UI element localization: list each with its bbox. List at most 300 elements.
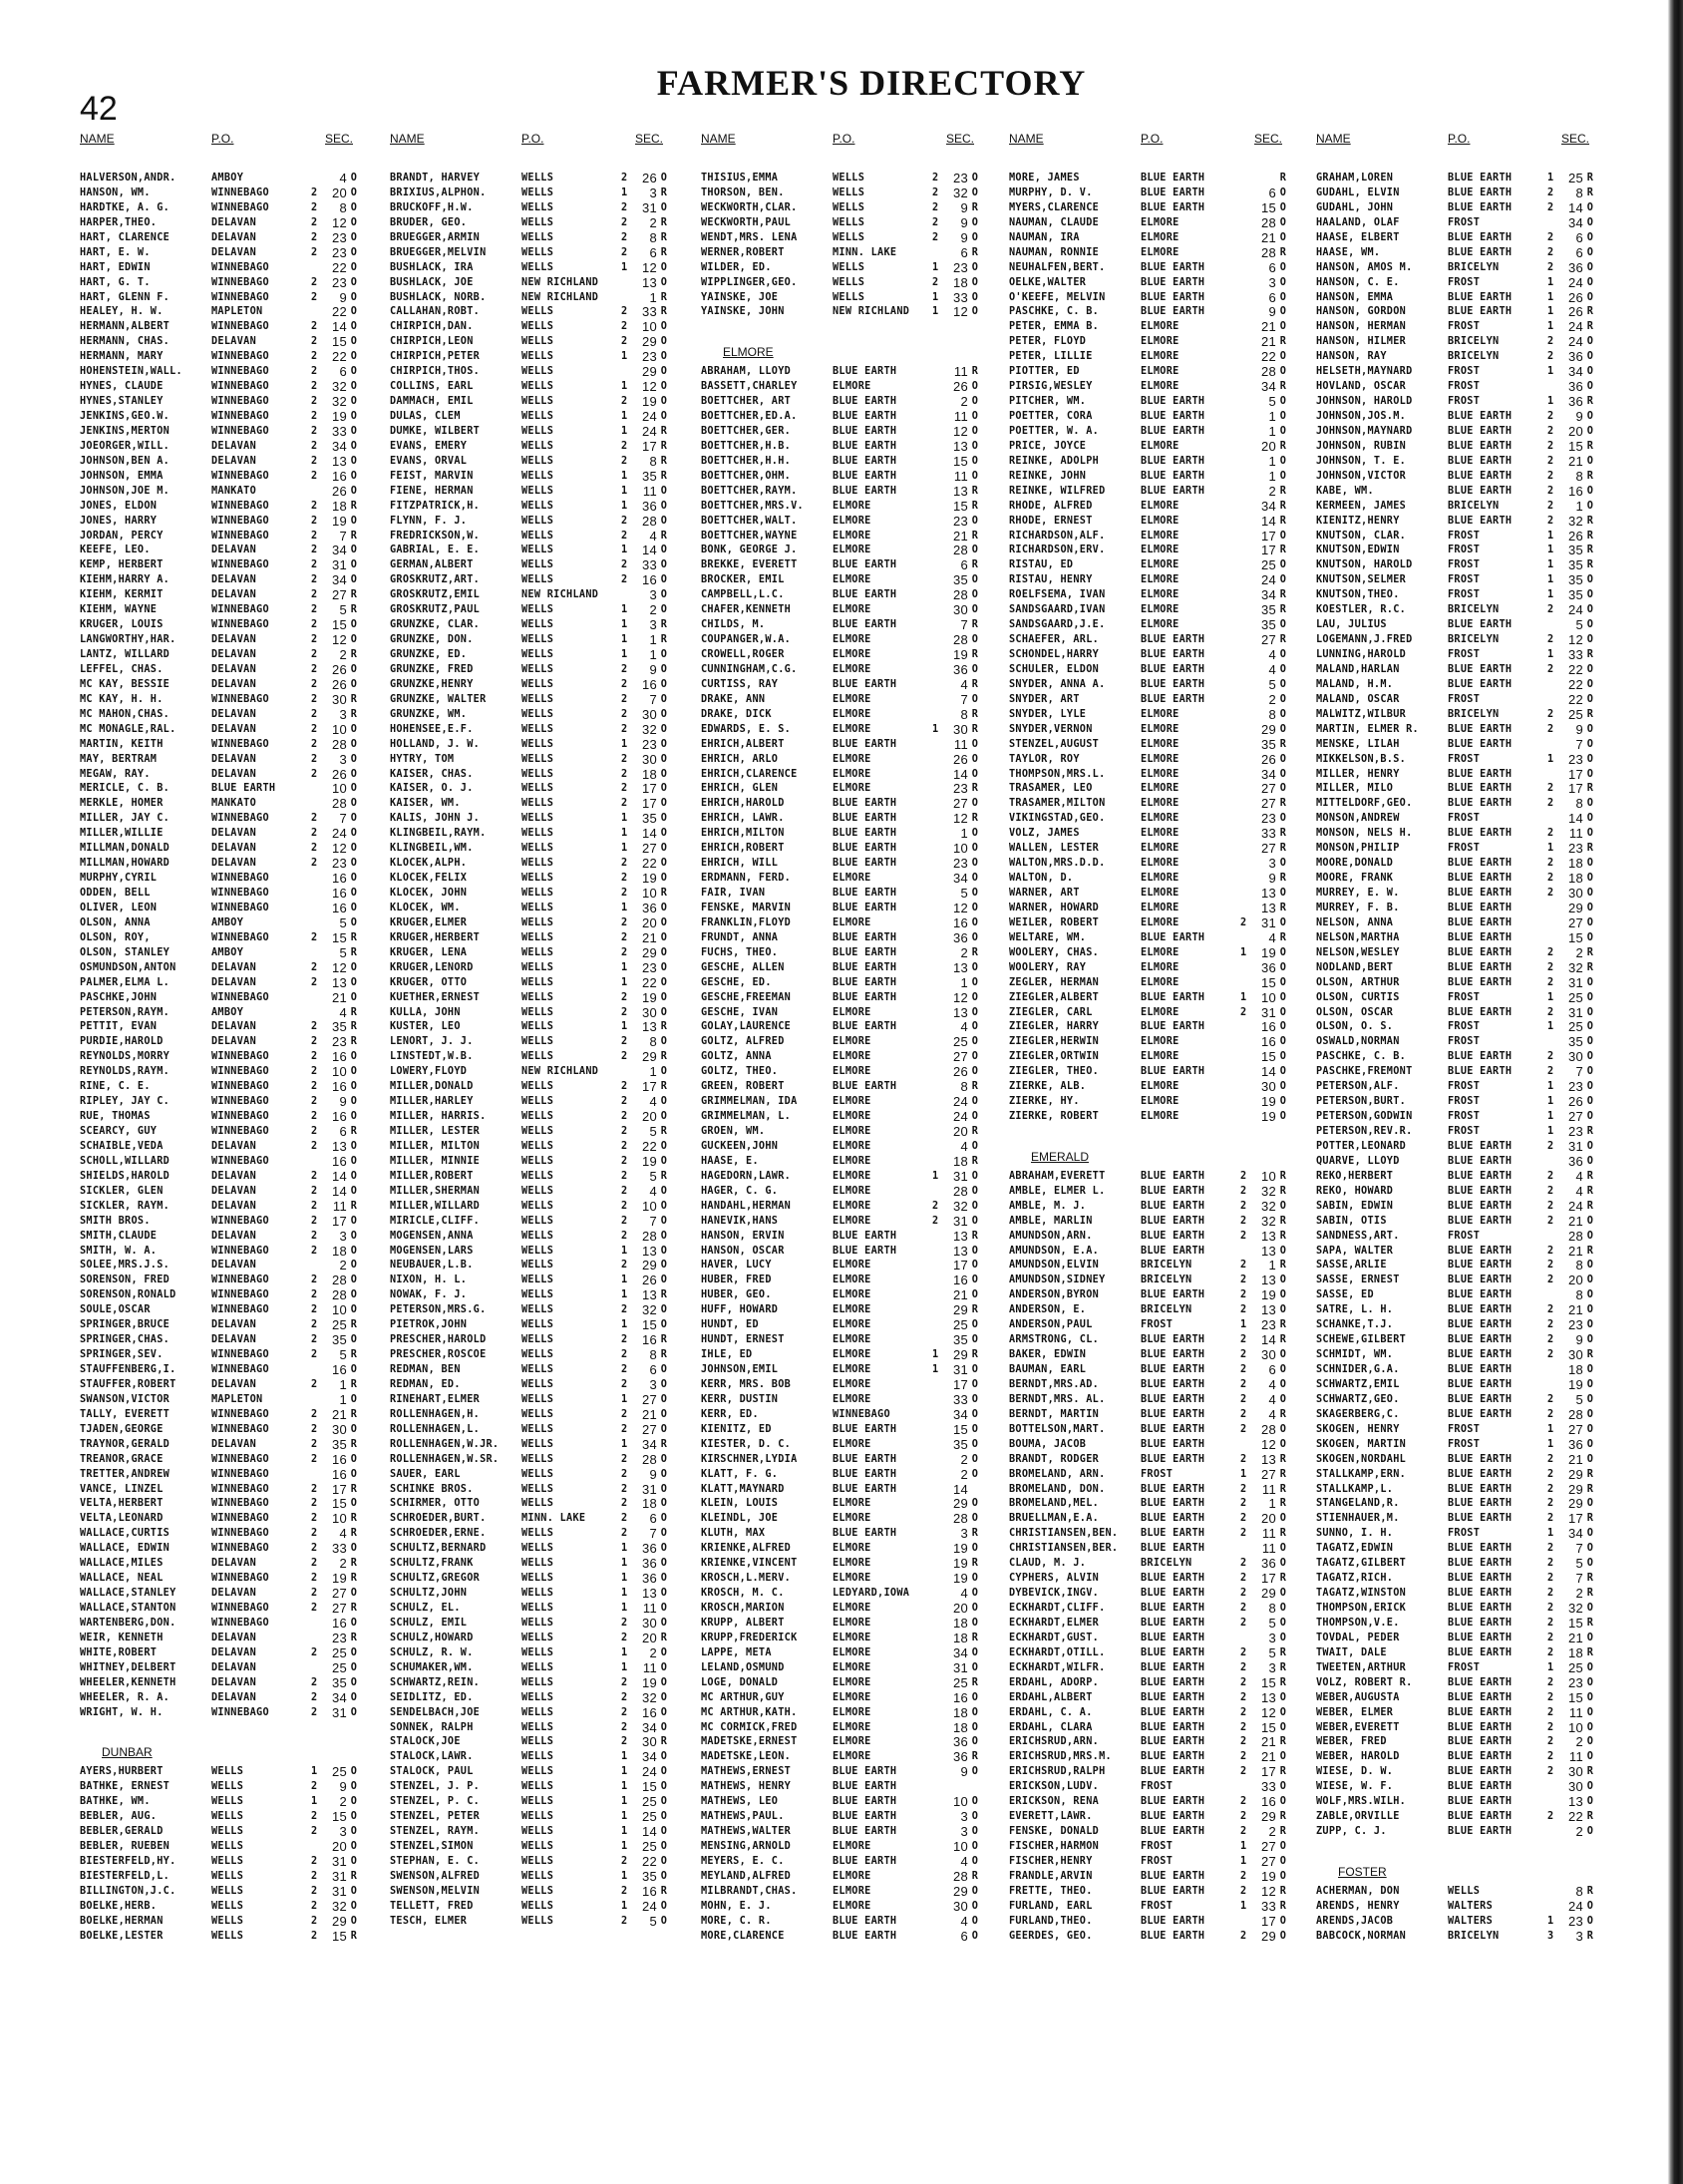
- directory-entry: [1316, 1215, 1597, 1230]
- entry-name: HANEVIK,HANS: [701, 1215, 779, 1227]
- entry-section: 12: [1260, 1883, 1276, 1899]
- entry-owner-code: O: [660, 931, 668, 943]
- entry-post-office: ELMORE: [833, 708, 871, 720]
- entry-name: MILLMAN,DONALD: [80, 843, 170, 855]
- entry-township: 1: [621, 1766, 628, 1778]
- township-heading: EMERALD: [1031, 1149, 1090, 1164]
- entry-township: [311, 1155, 325, 1170]
- entry-name: HOVLAND, OSCAR: [1316, 381, 1407, 393]
- entry-name: NELSON, ANNA: [1316, 916, 1394, 928]
- entry-name: SEIDLITZ, ED.: [390, 1691, 474, 1703]
- entry-name: HUBER, FRED: [701, 1274, 772, 1286]
- entry-name: AMUNDSON,ARN.: [1009, 1230, 1093, 1242]
- entry-section: 1: [1268, 1496, 1276, 1512]
- entry-section: 7: [1575, 1571, 1583, 1587]
- entry-name: KNUTSON, CLAR.: [1316, 530, 1407, 542]
- entry-township: [932, 1587, 946, 1602]
- directory-entry: [80, 1259, 361, 1274]
- entry-post-office: WINNEBAGO: [211, 1096, 269, 1108]
- directory-entry: [80, 410, 361, 425]
- entry-township: 2: [1547, 470, 1554, 482]
- entry-name: MAY, BERTRAM: [80, 753, 158, 765]
- directory-entry: [390, 1095, 671, 1110]
- entry-name: GEERDES, GEO.: [1009, 1930, 1093, 1942]
- entry-post-office: BLUE EARTH: [1141, 1423, 1205, 1435]
- entry-township: 1: [1547, 1096, 1554, 1108]
- directory-column: [701, 132, 982, 1945]
- entry-owner-code: O: [1586, 1603, 1594, 1614]
- directory-entry: [390, 1035, 671, 1050]
- entry-owner-code: O: [660, 723, 668, 735]
- entry-post-office: BLUE EARTH: [1448, 946, 1513, 958]
- entry-section: 35: [1567, 557, 1583, 573]
- entry-section: 23: [952, 781, 968, 797]
- directory-entry: [80, 1200, 361, 1215]
- entry-section: 35: [331, 1019, 347, 1035]
- entry-township: 2: [621, 336, 628, 348]
- entry-township: [311, 485, 325, 500]
- entry-owner-code: R: [1279, 1453, 1287, 1465]
- entry-township: 2: [1547, 1558, 1554, 1570]
- entry-section: 19: [1260, 944, 1276, 960]
- entry-name: KRUGER,LENORD: [390, 961, 474, 973]
- entry-name: KNUTSON,SELMER: [1316, 574, 1407, 586]
- directory-entry: [1316, 1617, 1597, 1632]
- directory-entry: [1009, 216, 1290, 231]
- entry-name: JOHNSON,JOS.M.: [1316, 411, 1407, 422]
- directory-entry: [1316, 470, 1597, 485]
- entry-township: [932, 1617, 946, 1632]
- entry-township: [1240, 678, 1254, 693]
- entry-post-office: WELLS: [521, 381, 554, 393]
- entry-township: 2: [311, 843, 318, 855]
- entry-post-office: WELLS: [521, 1528, 554, 1540]
- directory-entry: [1316, 902, 1597, 916]
- entry-post-office: FROST: [1448, 1438, 1481, 1450]
- entry-owner-code: O: [1279, 425, 1287, 437]
- entry-name: NEUBAUER,L.B.: [390, 1260, 474, 1272]
- entry-section: 2: [960, 1451, 968, 1467]
- directory-entry: [1009, 573, 1290, 588]
- entry-township: 2: [1240, 1588, 1247, 1600]
- entry-post-office: FROST: [1448, 753, 1481, 765]
- directory-entry: [701, 291, 982, 306]
- directory-entry: [701, 1303, 982, 1318]
- entry-township: [1240, 633, 1254, 648]
- entry-post-office: WELLS: [521, 768, 554, 780]
- entry-township: 2: [311, 1170, 318, 1182]
- entry-owner-code: O: [1586, 500, 1594, 512]
- entry-owner-code: O: [971, 843, 979, 855]
- entry-section: 9: [339, 1779, 347, 1795]
- spacer: [1316, 1840, 1597, 1855]
- entry-name: GRUNZKE, WM.: [390, 708, 468, 720]
- column-header: [1316, 132, 1597, 172]
- entry-name: PURDIE,HAROLD: [80, 1036, 164, 1048]
- entry-township: 2: [1240, 1304, 1247, 1316]
- entry-owner-code: R: [350, 693, 358, 705]
- entry-township: [932, 1721, 946, 1736]
- entry-township: 2: [1547, 1632, 1554, 1643]
- entry-name: HEALEY, H. W.: [80, 306, 164, 318]
- entry-name: PETER, EMMA B.: [1009, 321, 1100, 333]
- entry-owner-code: O: [971, 440, 979, 452]
- entry-name: BROCKER, EMIL: [701, 574, 785, 586]
- entry-township: 2: [1240, 1483, 1247, 1495]
- directory-entry: [390, 1259, 671, 1274]
- entry-post-office: WINNEBAGO: [211, 738, 269, 750]
- entry-township: 2: [621, 231, 628, 243]
- entry-section: 18: [641, 1496, 657, 1512]
- entry-owner-code: R: [1586, 1126, 1594, 1137]
- entry-section: 5: [649, 1168, 657, 1184]
- entry-post-office: WINNEBAGO: [211, 1498, 269, 1510]
- directory-entry: [701, 1468, 982, 1483]
- entry-section: 22: [641, 974, 657, 990]
- entry-owner-code: O: [660, 1721, 668, 1733]
- directory-entry: [701, 231, 982, 246]
- entry-post-office: WELLS: [521, 1423, 554, 1435]
- entry-township: 2: [311, 1900, 318, 1912]
- entry-township: 1: [1547, 1081, 1554, 1093]
- entry-post-office: BLUE EARTH: [1448, 411, 1513, 422]
- entry-name: MOORE,DONALD: [1316, 858, 1394, 870]
- entry-owner-code: O: [971, 1170, 979, 1182]
- entry-post-office: BLUE EARTH: [1448, 1289, 1513, 1301]
- entry-owner-code: O: [1586, 1036, 1594, 1048]
- entry-owner-code: O: [660, 1393, 668, 1405]
- entry-township: 2: [621, 1170, 628, 1182]
- directory-entry: [80, 1230, 361, 1245]
- entry-owner-code: O: [350, 783, 358, 795]
- entry-section: 35: [1567, 1034, 1583, 1050]
- entry-township: 2: [311, 1334, 318, 1346]
- entry-post-office: WINNEBAGO: [211, 1453, 269, 1465]
- entry-township: 1: [621, 351, 628, 363]
- entry-post-office: ELMORE: [1141, 1051, 1179, 1063]
- entry-owner-code: O: [350, 976, 358, 988]
- entry-owner-code: O: [1279, 1558, 1287, 1570]
- entry-section: 8: [960, 1079, 968, 1095]
- entry-name: KLINGBEIL,RAYM.: [390, 828, 487, 840]
- entry-township: 2: [1240, 1706, 1247, 1718]
- entry-owner-code: O: [1586, 1558, 1594, 1570]
- entry-name: YAINSKE, JOHN: [701, 306, 785, 318]
- entry-township: [311, 1006, 325, 1021]
- directory-entry: [1009, 276, 1290, 291]
- entry-owner-code: R: [1279, 381, 1287, 393]
- entry-post-office: WELLS: [211, 1900, 244, 1912]
- entry-owner-code: O: [1279, 1021, 1287, 1033]
- entry-name: ERICHSRUD,ARN.: [1009, 1736, 1100, 1748]
- entry-name: SMITH,CLAUDE: [80, 1230, 158, 1242]
- entry-post-office: WELLS: [521, 1603, 554, 1614]
- entry-section: 8: [649, 229, 657, 245]
- entry-owner-code: O: [660, 1140, 668, 1152]
- entry-township: 2: [621, 1185, 628, 1197]
- entry-post-office: WELLS: [521, 500, 554, 512]
- directory-entry: [80, 872, 361, 887]
- entry-section: 16: [331, 1079, 347, 1095]
- entry-section: 10: [641, 1198, 657, 1214]
- entry-township: 2: [1547, 351, 1554, 363]
- entry-township: 2: [311, 1021, 318, 1033]
- entry-name: KLEINDL, JOE: [701, 1513, 779, 1525]
- directory-entry: [701, 201, 982, 216]
- entry-name: WALLACE,CURTIS: [80, 1528, 170, 1540]
- directory-entry: [701, 455, 982, 470]
- entry-section: 21: [641, 1406, 657, 1422]
- entry-post-office: ELMORE: [833, 1841, 871, 1853]
- entry-owner-code: O: [350, 768, 358, 780]
- entry-name: MEGAW, RAY.: [80, 768, 151, 780]
- directory-entry: [701, 1333, 982, 1348]
- entry-post-office: ELMORE: [833, 1036, 871, 1048]
- directory-entry: [701, 1408, 982, 1423]
- entry-post-office: BLUE EARTH: [833, 961, 897, 973]
- entry-township: 2: [1547, 1393, 1554, 1405]
- entry-section: 13: [1260, 1228, 1276, 1244]
- entry-township: 1: [621, 1661, 628, 1673]
- entry-owner-code: O: [660, 678, 668, 690]
- entry-township: 2: [311, 1870, 318, 1882]
- entry-name: JOHNSON,JOE M.: [80, 485, 170, 497]
- entry-section: 30: [641, 1004, 657, 1020]
- entry-post-office: BLUE EARTH: [833, 931, 897, 943]
- entry-township: [932, 440, 946, 455]
- entry-name: THORSON, BEN.: [701, 186, 785, 198]
- entry-post-office: DELAVAN: [211, 1378, 257, 1390]
- entry-post-office: WINNEBAGO: [211, 500, 269, 512]
- entry-owner-code: O: [660, 500, 668, 512]
- entry-name: WALLACE, NEAL: [80, 1573, 164, 1585]
- entry-owner-code: O: [1279, 1036, 1287, 1048]
- directory-entry: [701, 1050, 982, 1065]
- entry-township: 2: [621, 858, 628, 870]
- entry-section: 36: [641, 498, 657, 514]
- entry-name: HELSETH,MAYNARD: [1316, 366, 1413, 378]
- entry-township: [1240, 693, 1254, 708]
- entry-post-office: ELMORE: [1141, 574, 1179, 586]
- entry-section: 1: [649, 289, 657, 305]
- entry-name: SCHULTZ,BERNARD: [390, 1543, 487, 1555]
- entry-post-office: WINNEBAGO: [211, 530, 269, 542]
- directory-entry: [1009, 1423, 1290, 1438]
- entry-name: CYPHERS, ALVIN: [1009, 1573, 1100, 1585]
- entry-township: 2: [621, 1260, 628, 1272]
- entry-owner-code: O: [971, 1378, 979, 1390]
- entry-section: 9: [1268, 871, 1276, 887]
- directory-entry: [390, 1245, 671, 1260]
- entry-post-office: BLUE EARTH: [1448, 1393, 1513, 1405]
- directory-entry: [1009, 500, 1290, 515]
- directory-entry: [701, 618, 982, 633]
- entry-section: 21: [1567, 1243, 1583, 1259]
- directory-entry: [80, 1557, 361, 1572]
- entry-name: LANTZ, WILLARD: [80, 649, 170, 660]
- entry-owner-code: O: [1586, 1900, 1594, 1912]
- entry-section: 6: [649, 244, 657, 260]
- entry-post-office: BLUE EARTH: [1448, 1349, 1513, 1361]
- entry-owner-code: O: [660, 1364, 668, 1375]
- directory-entry: [1009, 663, 1290, 678]
- directory-entry: [390, 1483, 671, 1498]
- entry-post-office: WELLS: [521, 1588, 554, 1600]
- entry-name: STENZEL, J. P.: [390, 1781, 481, 1793]
- directory-entry: [1009, 1930, 1290, 1945]
- directory-entry: [390, 1542, 671, 1557]
- entry-name: EHRICH, GLEN: [701, 783, 779, 795]
- directory-entry: [701, 1885, 982, 1900]
- entry-township: [1547, 1885, 1561, 1900]
- entry-section: 4: [960, 1138, 968, 1154]
- entry-township: [932, 558, 946, 573]
- entry-section: 5: [339, 944, 347, 960]
- entry-owner-code: O: [1586, 1751, 1594, 1763]
- entry-section: 7: [1575, 1541, 1583, 1557]
- entry-name: PRICE, JOYCE: [1009, 440, 1087, 452]
- entry-township: 2: [1547, 1185, 1554, 1197]
- directory-entry: [80, 380, 361, 395]
- entry-post-office: ELMORE: [833, 1006, 871, 1018]
- directory-entry: [80, 470, 361, 485]
- entry-owner-code: O: [1586, 663, 1594, 675]
- directory-entry: [1009, 857, 1290, 872]
- directory-entry: [1316, 1259, 1597, 1274]
- entry-owner-code: R: [971, 1081, 979, 1093]
- directory-entry: [1009, 380, 1290, 395]
- entry-post-office: BLUE EARTH: [1141, 306, 1205, 318]
- entry-name: VOLZ, ROBERT R.: [1316, 1676, 1413, 1688]
- entry-township: [1240, 365, 1254, 380]
- entry-owner-code: O: [971, 1915, 979, 1927]
- entry-name: THOMPSON,V.E.: [1316, 1617, 1400, 1629]
- entry-section: 21: [331, 1406, 347, 1422]
- entry-post-office: BLUE EARTH: [1448, 186, 1513, 198]
- entry-township: 2: [311, 1691, 318, 1703]
- entry-post-office: WELLS: [521, 1245, 554, 1257]
- entry-section: 28: [331, 1273, 347, 1288]
- entry-post-office: WELLS: [521, 396, 554, 408]
- entry-township: 2: [1547, 663, 1554, 675]
- entry-name: MC ARTHUR,GUY: [701, 1691, 785, 1703]
- entry-name: SWENSON,MELVIN: [390, 1885, 481, 1897]
- entry-section: 2: [1575, 1586, 1583, 1602]
- entry-name: BUSHLACK, JOE: [390, 276, 474, 288]
- entry-owner-code: O: [1586, 1423, 1594, 1435]
- header-sec: SEC.: [1254, 132, 1283, 146]
- directory-entry: [80, 172, 361, 186]
- entry-post-office: ELMORE: [833, 1498, 871, 1510]
- entry-section: 16: [1567, 483, 1583, 499]
- entry-township: 1: [1240, 1468, 1247, 1480]
- entry-post-office: BRICELYN: [1141, 1304, 1192, 1316]
- directory-entry: [80, 961, 361, 976]
- directory-entry: [1316, 768, 1597, 783]
- entry-section: 30: [1567, 1764, 1583, 1780]
- entry-owner-code: R: [1279, 1170, 1287, 1182]
- entry-township: [1240, 320, 1254, 335]
- entry-post-office: FROST: [1141, 1468, 1174, 1480]
- directory-entry: [1009, 395, 1290, 410]
- entry-section: 1: [1268, 423, 1276, 439]
- directory-entry: [80, 1542, 361, 1557]
- entry-name: KLOCEK, WM.: [390, 902, 461, 913]
- entry-township: [621, 291, 635, 306]
- entry-section: 17: [1260, 528, 1276, 544]
- entry-township: 1: [621, 1021, 628, 1033]
- entry-name: BAUMAN, EARL: [1009, 1364, 1087, 1376]
- directory-entry: [1009, 1840, 1290, 1855]
- entry-name: GRIMMELMAN, L.: [701, 1111, 792, 1123]
- entry-owner-code: O: [350, 470, 358, 482]
- entry-township: 2: [1547, 425, 1554, 437]
- entry-post-office: WELLS: [521, 1111, 554, 1123]
- entry-name: MERKLE, HOMER: [80, 798, 164, 810]
- entry-name: SCHULZ,HOWARD: [390, 1632, 474, 1643]
- entry-name: MORE, C. R.: [701, 1915, 772, 1927]
- entry-post-office: BLUE EARTH: [833, 455, 897, 467]
- entry-post-office: ELMORE: [1141, 1006, 1179, 1018]
- entry-township: [932, 1632, 946, 1646]
- entry-post-office: BLUE EARTH: [1141, 678, 1205, 690]
- entry-name: KLOCEK,ALPH.: [390, 858, 468, 870]
- directory-entry: [701, 1110, 982, 1125]
- entry-township: [932, 410, 946, 425]
- entry-section: 23: [1567, 841, 1583, 857]
- entry-name: GROEN, WM.: [701, 1126, 766, 1138]
- entry-section: 3: [649, 617, 657, 633]
- entry-township: [932, 633, 946, 648]
- entry-owner-code: O: [971, 1691, 979, 1703]
- entry-township: 2: [1547, 1319, 1554, 1331]
- entry-section: 9: [960, 199, 968, 215]
- entry-name: DULAS, CLEM: [390, 411, 461, 422]
- entry-post-office: ELMORE: [833, 663, 871, 675]
- entry-post-office: ELMORE: [1141, 545, 1179, 556]
- entry-owner-code: R: [350, 1378, 358, 1390]
- entry-owner-code: O: [660, 708, 668, 720]
- entry-post-office: BLUE EARTH: [1448, 1588, 1513, 1600]
- entry-name: PETERSON,REV.R.: [1316, 1126, 1413, 1137]
- directory-entry: [80, 1140, 361, 1155]
- directory-entry: [1316, 842, 1597, 857]
- entry-post-office: BLUE EARTH: [1141, 1588, 1205, 1600]
- directory-entry: [390, 1215, 671, 1230]
- entry-name: JOHNSON,VICTOR: [1316, 470, 1407, 482]
- entry-post-office: WELLS: [833, 276, 865, 288]
- entry-post-office: BLUE EARTH: [1141, 931, 1205, 943]
- entry-owner-code: R: [350, 1573, 358, 1585]
- entry-post-office: BLUE EARTH: [1448, 1558, 1513, 1570]
- directory-entry: [80, 603, 361, 618]
- entry-post-office: ELMORE: [833, 1274, 871, 1286]
- entry-section: 34: [1260, 498, 1276, 514]
- entry-owner-code: O: [660, 1260, 668, 1272]
- directory-entry: [390, 1676, 671, 1691]
- directory-entry: [701, 1661, 982, 1676]
- entry-owner-code: O: [971, 1274, 979, 1286]
- entry-section: 34: [1260, 379, 1276, 395]
- directory-entry: [1316, 1527, 1597, 1542]
- entry-owner-code: O: [971, 976, 979, 988]
- entry-township: [932, 1125, 946, 1140]
- entry-owner-code: O: [350, 411, 358, 422]
- entry-section: 4: [339, 1526, 347, 1542]
- entry-section: 11: [1261, 1541, 1276, 1557]
- entry-post-office: BLUE EARTH: [1448, 1006, 1513, 1018]
- entry-section: 28: [1260, 1421, 1276, 1437]
